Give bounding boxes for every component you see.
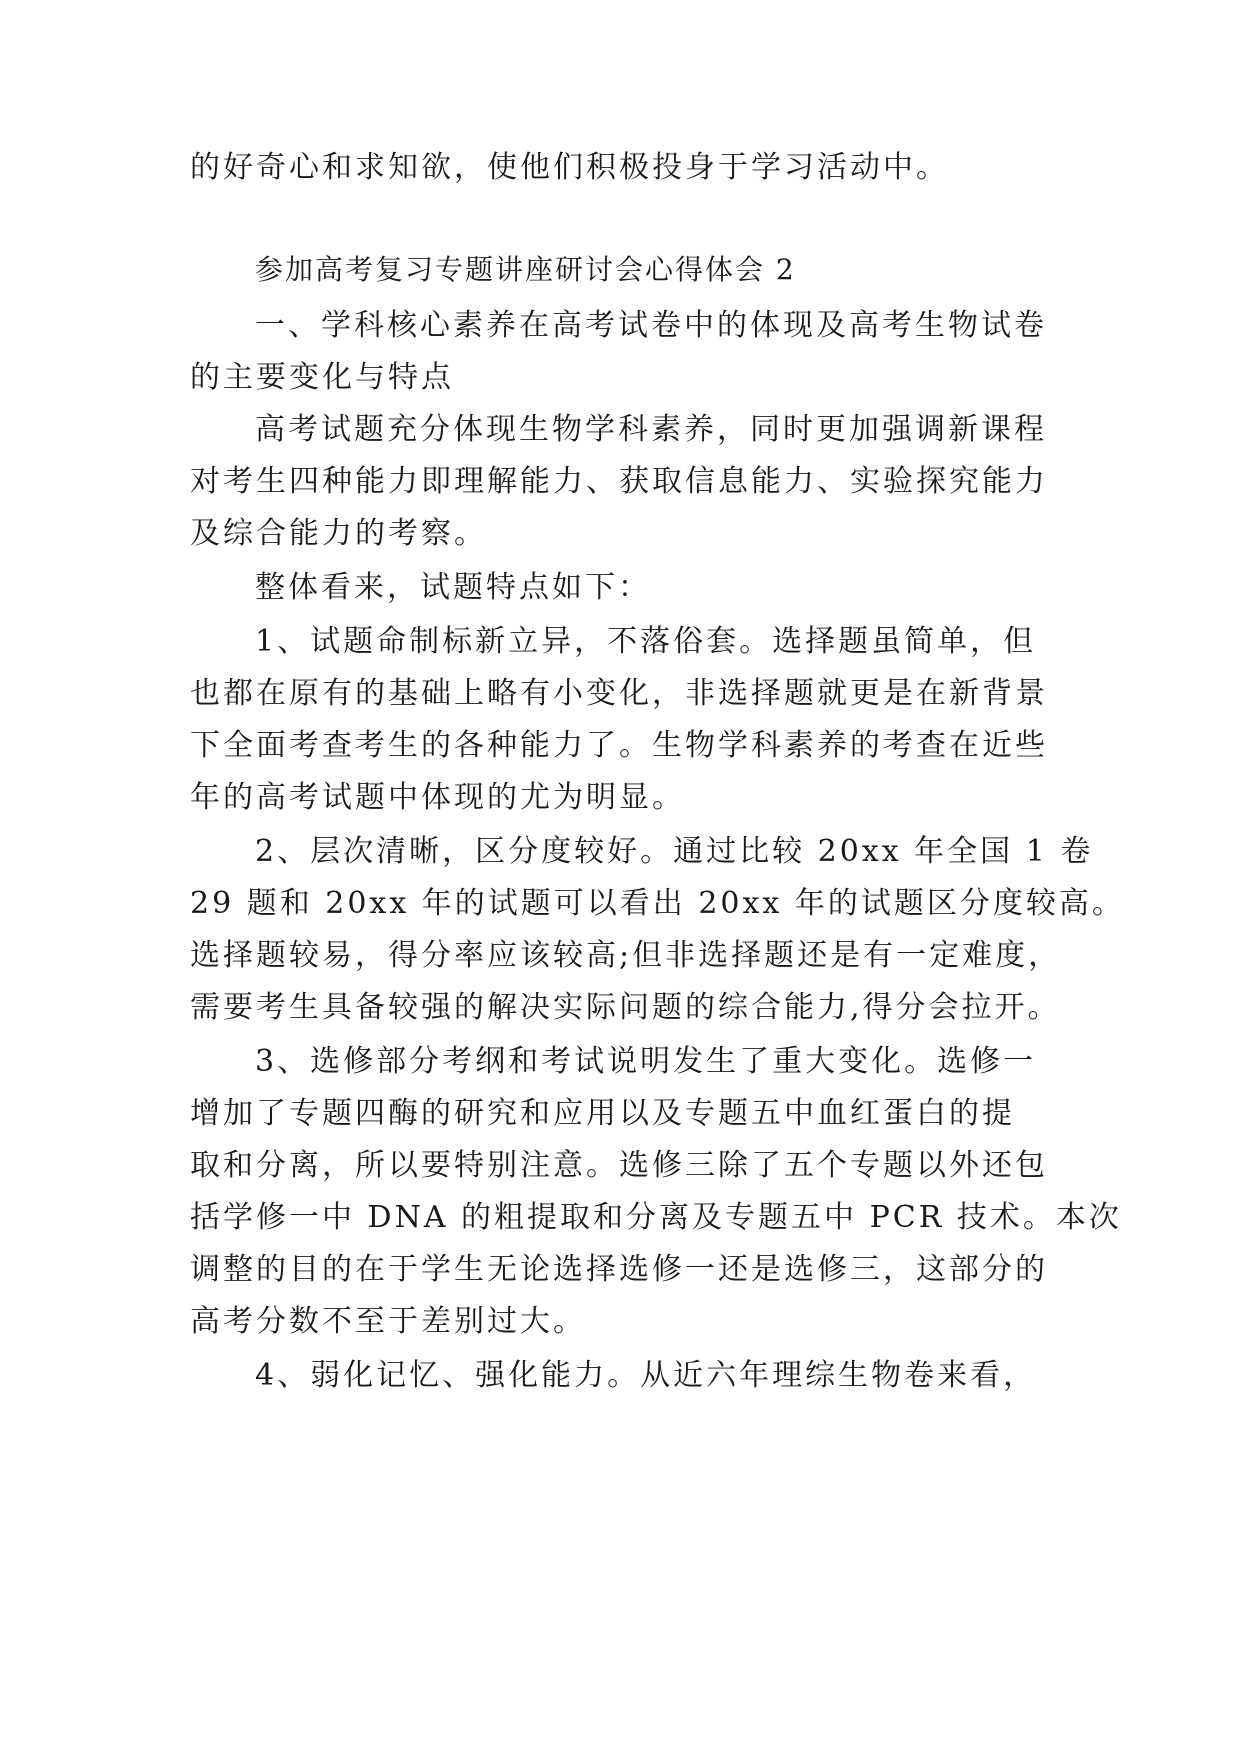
paragraph-line: 调整的目的在于学生无论选择选修一还是选修三，这部分的 [190, 1252, 1048, 1287]
paragraph-line: 也都在原有的基础上略有小变化，非选择题就更是在新背景 [190, 676, 1048, 711]
paragraph-line: 下全面考查考生的各种能力了。生物学科素养的考查在近些 [190, 728, 1048, 763]
paragraph-line: 括学修一中 DNA 的粗提取和分离及专题五中 PCR 技术。本次 [190, 1200, 1122, 1235]
paragraph-line: 取和分离，所以要特别注意。选修三除了五个专题以外还包 [190, 1148, 1048, 1183]
paragraph-line: 高考试题充分体现生物学科素养，同时更加强调新课程 [255, 412, 1047, 447]
paragraph-line: 3、选修部分考纲和考试说明发生了重大变化。选修一 [255, 1044, 1037, 1079]
paragraph-line: 选择题较易，得分率应该较高;但非选择题还是有一定难度， [190, 938, 1062, 973]
paragraph-line: 高考分数不至于差别过大。 [190, 1304, 586, 1339]
paragraph-line: 的好奇心和求知欲，使他们积极投身于学习活动中。 [190, 150, 949, 185]
section-title: 参加高考复习专题讲座研讨会心得体会 2 [255, 253, 796, 286]
paragraph-line: 4、弱化记忆、强化能力。从近六年理综生物卷来看， [255, 1358, 1037, 1393]
heading-line: 的主要变化与特点 [190, 360, 454, 395]
paragraph-line: 对考生四种能力即理解能力、获取信息能力、实验探究能力 [190, 464, 1048, 499]
paragraph-line: 需要考生具备较强的解决实际问题的综合能力,得分会拉开。 [190, 990, 1061, 1025]
paragraph-line: 增加了专题四酶的研究和应用以及专题五中血红蛋白的提 [190, 1096, 1015, 1131]
paragraph-line: 29 题和 20xx 年的试题可以看出 20xx 年的试题区分度较高。 [190, 886, 1125, 921]
paragraph-line: 年的高考试题中体现的尤为明显。 [190, 780, 685, 815]
paragraph-line: 及综合能力的考察。 [190, 516, 487, 551]
paragraph-line: 2、层次清晰，区分度较好。通过比较 20xx 年全国 1 卷 [255, 834, 1094, 869]
paragraph-line: 整体看来，试题特点如下： [255, 570, 651, 605]
paragraph-line: 1、试题命制标新立异，不落俗套。选择题虽简单，但 [255, 624, 1037, 659]
heading-line: 一、学科核心素养在高考试卷中的体现及高考生物试卷 [255, 308, 1047, 343]
